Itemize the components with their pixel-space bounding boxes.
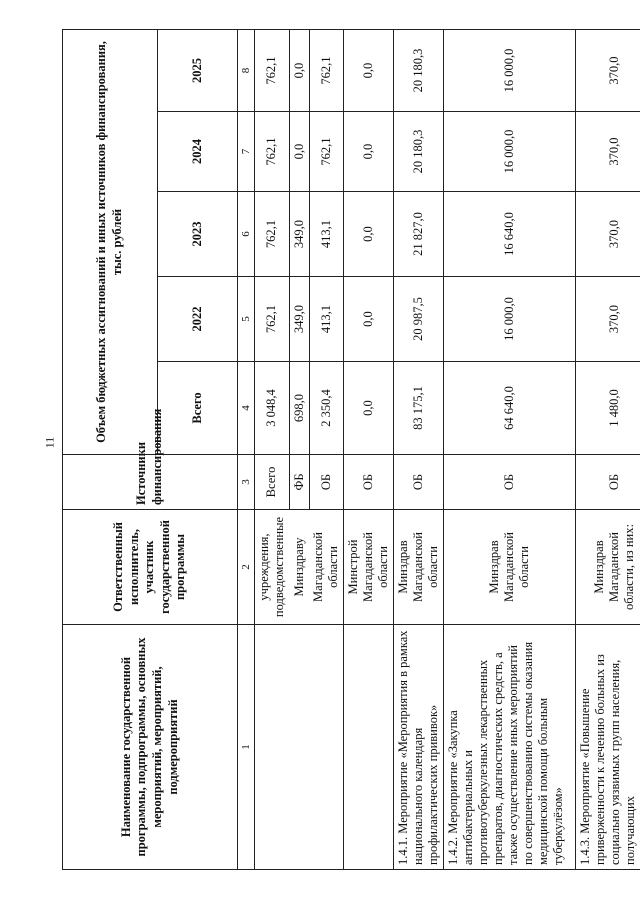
table-row <box>576 30 640 870</box>
row-name <box>344 625 394 870</box>
row-total: 1 480,0 <box>576 362 640 455</box>
header-2024: 2024 <box>158 112 238 192</box>
row-executor: Минздрав Магаданской области, из них: <box>576 510 640 625</box>
header-volume: Объем бюджетных ассигнований и иных источников финансирования, тыс. рублей <box>63 30 158 455</box>
row-2024: 762,1 <box>255 112 290 192</box>
row-2022: 349,0 <box>289 277 309 362</box>
row-total: 83 175,1 <box>394 362 444 455</box>
row-2024: 370,0 <box>576 112 640 192</box>
header-2025: 2025 <box>158 30 238 112</box>
row-name: 1.4.3. Мероприятие «Повышение приверженности к лечению больных из социально уязвимых групп населения, получающих <box>576 625 640 870</box>
row-2022: 762,1 <box>255 277 290 362</box>
row-source: ОБ <box>309 455 344 510</box>
row-2025: 370,0 <box>576 30 640 112</box>
row-2025: 762,1 <box>309 30 344 112</box>
row-executor: Магаданской области <box>309 510 344 625</box>
header-executor: Ответственный исполнитель, участник государственной программы <box>63 510 238 625</box>
row-2024: 0,0 <box>289 112 309 192</box>
row-2023: 16 640,0 <box>444 192 576 277</box>
row-total: 0,0 <box>344 362 394 455</box>
row-source: ОБ <box>344 455 394 510</box>
row-executor: Минздраву <box>289 510 309 625</box>
budget-table <box>62 29 640 870</box>
row-2024: 762,1 <box>309 112 344 192</box>
row-2023: 21 827,0 <box>394 192 444 277</box>
header-source: Источники финансирования <box>63 455 238 510</box>
row-2022: 20 987,5 <box>394 277 444 362</box>
row-source: ОБ <box>576 455 640 510</box>
row-2022: 0,0 <box>344 277 394 362</box>
row-executor: Минздрав Магаданской области <box>394 510 444 625</box>
col-number: 1 <box>238 625 255 870</box>
row-2025: 762,1 <box>255 30 290 112</box>
row-source: ОБ <box>394 455 444 510</box>
page-number: 11 <box>42 436 57 449</box>
col-number: 2 <box>238 510 255 625</box>
row-2024: 16 000,0 <box>444 112 576 192</box>
row-total: 2 350,4 <box>309 362 344 455</box>
col-number: 6 <box>238 192 255 277</box>
col-number: 4 <box>238 362 255 455</box>
row-name: 1.4.1. Мероприятие «Мероприятия в рамках национального календаря профилактических прививок» <box>394 625 444 870</box>
col-number: 3 <box>238 455 255 510</box>
row-name <box>255 625 344 870</box>
row-2023: 0,0 <box>344 192 394 277</box>
row-executor: Минстрой Магаданской области <box>344 510 394 625</box>
row-2023: 413,1 <box>309 192 344 277</box>
row-total: 64 640,0 <box>444 362 576 455</box>
row-2024: 20 180,3 <box>394 112 444 192</box>
row-2023: 349,0 <box>289 192 309 277</box>
table-row <box>394 30 444 870</box>
table-row <box>255 30 290 870</box>
row-2022: 16 000,0 <box>444 277 576 362</box>
row-executor: Минздрав Магаданской области <box>444 510 576 625</box>
col-number: 8 <box>238 30 255 112</box>
row-source: ФБ <box>289 455 309 510</box>
row-2025: 0,0 <box>344 30 394 112</box>
header-name: Наименование государственной программы, подпрограммы, основных мероприятий, мероприятий, подмероприятий <box>63 625 238 870</box>
row-total: 3 048,4 <box>255 362 290 455</box>
col-number: 5 <box>238 277 255 362</box>
row-2022: 370,0 <box>576 277 640 362</box>
header-total: Всего <box>158 362 238 455</box>
col-number: 7 <box>238 112 255 192</box>
row-executor: учреждения, подведомственные <box>255 510 290 625</box>
row-2022: 413,1 <box>309 277 344 362</box>
row-2025: 20 180,3 <box>394 30 444 112</box>
row-2023: 762,1 <box>255 192 290 277</box>
row-2024: 0,0 <box>344 112 394 192</box>
row-total: 698,0 <box>289 362 309 455</box>
table-row <box>444 30 576 870</box>
row-source: Всего <box>255 455 290 510</box>
table-row <box>344 30 394 870</box>
header-2023: 2023 <box>158 192 238 277</box>
header-2022: 2022 <box>158 277 238 362</box>
row-2025: 16 000,0 <box>444 30 576 112</box>
row-2025: 0,0 <box>289 30 309 112</box>
row-name: 1.4.2. Мероприятие «Закупка антибактериальных и противотуберкулезных лекарственных препаратов, диагностических средств, а также осуществление иных мероприятий по совершенствованию системы оказания медицинской помощи больным туберкулёзом» <box>444 625 576 870</box>
row-2023: 370,0 <box>576 192 640 277</box>
row-source: ОБ <box>444 455 576 510</box>
rotated-table-container <box>62 30 637 870</box>
